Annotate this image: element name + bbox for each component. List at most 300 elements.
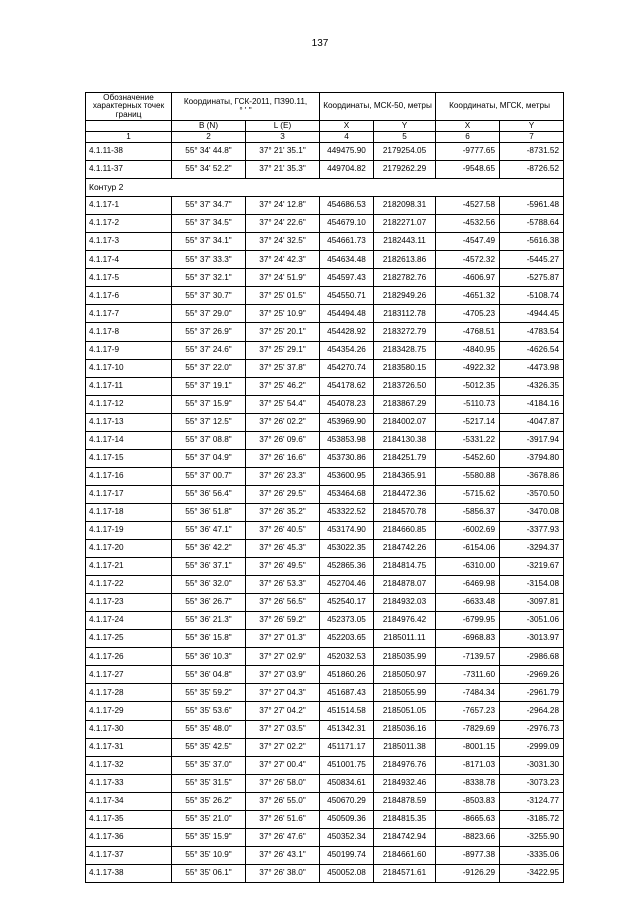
cell-my: 2185035.99 — [374, 648, 436, 666]
cell-b: 55° 35' 10.9" — [172, 846, 246, 864]
cell-gx: -6633.48 — [436, 594, 500, 612]
cell-gx: -7657.23 — [436, 702, 500, 720]
cell-l: 37° 24' 42.3" — [246, 251, 320, 269]
cell-my: 2184472.36 — [374, 485, 436, 503]
cell-mx: 451687.43 — [320, 684, 374, 702]
cell-pt: 4.1.17-2 — [86, 215, 172, 233]
cell-b: 55° 37' 08.8" — [172, 431, 246, 449]
table-row — [86, 521, 564, 539]
cell-gy: -5108.74 — [500, 287, 564, 305]
cell-l: 37° 21' 35.3" — [246, 161, 320, 179]
table-row — [86, 828, 564, 846]
cell-mx: 450670.29 — [320, 792, 374, 810]
cell-pt: 4.1.17-13 — [86, 413, 172, 431]
cell-l: 37° 26' 09.6" — [246, 431, 320, 449]
cell-gy: -8731.52 — [500, 143, 564, 161]
cell-gy: -5275.87 — [500, 269, 564, 287]
cell-mx: 454178.62 — [320, 377, 374, 395]
cell-mx: 451342.31 — [320, 720, 374, 738]
cell-b: 55° 36' 51.8" — [172, 503, 246, 521]
cell-gy: -8726.52 — [500, 161, 564, 179]
cell-l: 37° 25' 20.1" — [246, 323, 320, 341]
cell-l: 37° 26' 38.0" — [246, 864, 320, 882]
cell-gx: -8171.03 — [436, 756, 500, 774]
table-row — [86, 702, 564, 720]
table-row — [86, 864, 564, 882]
cell-mx: 452032.53 — [320, 648, 374, 666]
cell-pt: 4.1.17-24 — [86, 612, 172, 630]
cell-gx: -4840.95 — [436, 341, 500, 359]
cell-pt: 4.1.17-11 — [86, 377, 172, 395]
cell-gx: -4572.32 — [436, 251, 500, 269]
cell-my: 2184570.78 — [374, 503, 436, 521]
cell-l: 37° 24' 22.6" — [246, 215, 320, 233]
table-row — [86, 143, 564, 161]
cell-l: 37° 26' 53.3" — [246, 576, 320, 594]
cell-mx: 453730.86 — [320, 449, 374, 467]
cell-l: 37° 24' 51.9" — [246, 269, 320, 287]
cell-mx: 454494.48 — [320, 305, 374, 323]
cell-gy: -4326.35 — [500, 377, 564, 395]
cell-b: 55° 37' 19.1" — [172, 377, 246, 395]
cell-l: 37° 25' 54.4" — [246, 395, 320, 413]
cell-l: 37° 26' 29.5" — [246, 485, 320, 503]
cell-b: 55° 35' 59.2" — [172, 684, 246, 702]
cell-mx: 453322.52 — [320, 503, 374, 521]
cell-mx: 452865.36 — [320, 558, 374, 576]
cell-my: 2182098.31 — [374, 197, 436, 215]
table-row — [86, 161, 564, 179]
header-mgsk-coordinates: Координаты, МГСК, метры — [436, 93, 564, 121]
cell-b: 55° 37' 34.7" — [172, 197, 246, 215]
table-row — [86, 774, 564, 792]
section-row — [86, 179, 564, 197]
section-label: Контур 2 — [86, 179, 564, 197]
table-row — [86, 594, 564, 612]
table-row — [86, 810, 564, 828]
header-gsk-coordinates — [172, 93, 320, 121]
cell-gx: -8977.38 — [436, 846, 500, 864]
table-row — [86, 251, 564, 269]
header-l: L (E) — [246, 121, 320, 132]
cell-pt: 4.1.17-18 — [86, 503, 172, 521]
cell-pt: 4.1.17-16 — [86, 467, 172, 485]
header-msk-x: X — [320, 121, 374, 132]
cell-my: 2185011.11 — [374, 630, 436, 648]
cell-my: 2182949.26 — [374, 287, 436, 305]
cell-gx: -4547.49 — [436, 233, 500, 251]
cell-pt: 4.1.17-28 — [86, 684, 172, 702]
table-row — [86, 846, 564, 864]
cell-pt: 4.1.17-8 — [86, 323, 172, 341]
cell-my: 2184932.03 — [374, 594, 436, 612]
cell-l: 37° 26' 16.6" — [246, 449, 320, 467]
cell-gy: -2999.09 — [500, 738, 564, 756]
table-row — [86, 323, 564, 341]
cell-gy: -3794.80 — [500, 449, 564, 467]
cell-gy: -3255.90 — [500, 828, 564, 846]
cell-my: 2184976.76 — [374, 756, 436, 774]
cell-l: 37° 25' 46.2" — [246, 377, 320, 395]
cell-pt: 4.1.11-38 — [86, 143, 172, 161]
cell-pt: 4.1.17-21 — [86, 558, 172, 576]
cell-gx: -8001.15 — [436, 738, 500, 756]
cell-gy: -5616.38 — [500, 233, 564, 251]
table-row — [86, 485, 564, 503]
column-number: 4 — [320, 132, 374, 143]
table-row — [86, 738, 564, 756]
cell-mx: 454428.92 — [320, 323, 374, 341]
cell-pt: 4.1.17-29 — [86, 702, 172, 720]
cell-my: 2184130.38 — [374, 431, 436, 449]
cell-mx: 452704.46 — [320, 576, 374, 594]
cell-mx: 454270.74 — [320, 359, 374, 377]
cell-b: 55° 35' 31.5" — [172, 774, 246, 792]
cell-b: 55° 35' 21.0" — [172, 810, 246, 828]
cell-gx: -5331.22 — [436, 431, 500, 449]
cell-my: 2184742.26 — [374, 540, 436, 558]
cell-gy: -3570.50 — [500, 485, 564, 503]
cell-mx: 451001.75 — [320, 756, 374, 774]
cell-gy: -3377.93 — [500, 521, 564, 539]
cell-b: 55° 34' 44.8" — [172, 143, 246, 161]
cell-l: 37° 27' 02.2" — [246, 738, 320, 756]
cell-gx: -6310.00 — [436, 558, 500, 576]
cell-b: 55° 37' 26.9" — [172, 323, 246, 341]
cell-my: 2183580.15 — [374, 359, 436, 377]
cell-pt: 4.1.17-38 — [86, 864, 172, 882]
cell-gy: -3917.94 — [500, 431, 564, 449]
cell-gy: -2969.26 — [500, 666, 564, 684]
table-row — [86, 756, 564, 774]
cell-l: 37° 26' 58.0" — [246, 774, 320, 792]
cell-b: 55° 35' 48.0" — [172, 720, 246, 738]
cell-b: 55° 37' 22.0" — [172, 359, 246, 377]
cell-my: 2184878.59 — [374, 792, 436, 810]
cell-b: 55° 35' 53.6" — [172, 702, 246, 720]
cell-b: 55° 36' 42.2" — [172, 540, 246, 558]
cell-l: 37° 24' 12.8" — [246, 197, 320, 215]
table-row — [86, 576, 564, 594]
cell-gx: -7484.34 — [436, 684, 500, 702]
cell-b: 55° 36' 56.4" — [172, 485, 246, 503]
cell-b: 55° 37' 12.5" — [172, 413, 246, 431]
table-row — [86, 558, 564, 576]
table-row — [86, 648, 564, 666]
table-row — [86, 503, 564, 521]
cell-b: 55° 36' 26.7" — [172, 594, 246, 612]
cell-gy: -3335.06 — [500, 846, 564, 864]
cell-gy: -3185.72 — [500, 810, 564, 828]
cell-pt: 4.1.17-37 — [86, 846, 172, 864]
cell-gy: -3219.67 — [500, 558, 564, 576]
cell-pt: 4.1.17-31 — [86, 738, 172, 756]
cell-mx: 453174.90 — [320, 521, 374, 539]
cell-my: 2184815.35 — [374, 810, 436, 828]
cell-l: 37° 27' 01.3" — [246, 630, 320, 648]
cell-gx: -6154.06 — [436, 540, 500, 558]
cell-pt: 4.1.17-6 — [86, 287, 172, 305]
cell-pt: 4.1.17-25 — [86, 630, 172, 648]
cell-pt: 4.1.17-1 — [86, 197, 172, 215]
cell-gy: -4047.87 — [500, 413, 564, 431]
cell-my: 2184742.94 — [374, 828, 436, 846]
cell-gx: -6469.98 — [436, 576, 500, 594]
cell-l: 37° 25' 29.1" — [246, 341, 320, 359]
cell-l: 37° 26' 23.3" — [246, 467, 320, 485]
table-row — [86, 395, 564, 413]
cell-my: 2183726.50 — [374, 377, 436, 395]
column-number: 5 — [374, 132, 436, 143]
cell-b: 55° 35' 15.9" — [172, 828, 246, 846]
cell-mx: 453969.90 — [320, 413, 374, 431]
cell-pt: 4.1.17-10 — [86, 359, 172, 377]
cell-gx: -4922.32 — [436, 359, 500, 377]
cell-my: 2185036.16 — [374, 720, 436, 738]
cell-gx: -7139.57 — [436, 648, 500, 666]
cell-b: 55° 37' 24.6" — [172, 341, 246, 359]
cell-b: 55° 37' 34.5" — [172, 215, 246, 233]
column-number: 7 — [500, 132, 564, 143]
cell-gy: -3154.08 — [500, 576, 564, 594]
cell-pt: 4.1.17-35 — [86, 810, 172, 828]
table-row — [86, 233, 564, 251]
header-gsk-label: Координаты, ГСК-2011, ПЗ90.11, — [183, 96, 308, 106]
cell-gx: -5012.35 — [436, 377, 500, 395]
cell-gx: -5110.73 — [436, 395, 500, 413]
cell-pt: 4.1.17-14 — [86, 431, 172, 449]
cell-gx: -7311.60 — [436, 666, 500, 684]
cell-b: 55° 36' 04.8" — [172, 666, 246, 684]
table-row — [86, 720, 564, 738]
cell-my: 2183428.75 — [374, 341, 436, 359]
cell-mx: 450834.61 — [320, 774, 374, 792]
cell-mx: 454634.48 — [320, 251, 374, 269]
cell-mx: 453022.35 — [320, 540, 374, 558]
cell-mx: 454686.53 — [320, 197, 374, 215]
cell-l: 37° 26' 56.5" — [246, 594, 320, 612]
cell-mx: 452203.65 — [320, 630, 374, 648]
cell-gx: -5452.60 — [436, 449, 500, 467]
cell-pt: 4.1.17-9 — [86, 341, 172, 359]
cell-pt: 4.1.17-36 — [86, 828, 172, 846]
table-row — [86, 666, 564, 684]
cell-my: 2179262.29 — [374, 161, 436, 179]
table-row — [86, 431, 564, 449]
cell-pt: 4.1.17-34 — [86, 792, 172, 810]
cell-my: 2184571.61 — [374, 864, 436, 882]
cell-gy: -2986.68 — [500, 648, 564, 666]
cell-mx: 449704.82 — [320, 161, 374, 179]
cell-gx: -4527.58 — [436, 197, 500, 215]
cell-my: 2184932.46 — [374, 774, 436, 792]
cell-mx: 450352.34 — [320, 828, 374, 846]
cell-b: 55° 37' 34.1" — [172, 233, 246, 251]
column-number: 6 — [436, 132, 500, 143]
cell-l: 37° 26' 02.2" — [246, 413, 320, 431]
cell-gx: -6002.69 — [436, 521, 500, 539]
cell-b: 55° 37' 04.9" — [172, 449, 246, 467]
cell-b: 55° 36' 15.8" — [172, 630, 246, 648]
cell-l: 37° 26' 40.5" — [246, 521, 320, 539]
table-row — [86, 359, 564, 377]
cell-mx: 451860.26 — [320, 666, 374, 684]
cell-gy: -3073.23 — [500, 774, 564, 792]
cell-my: 2183867.29 — [374, 395, 436, 413]
cell-mx: 452373.05 — [320, 612, 374, 630]
table-body — [86, 143, 564, 883]
cell-gx: -7829.69 — [436, 720, 500, 738]
table-row — [86, 215, 564, 233]
cell-my: 2184365.91 — [374, 467, 436, 485]
cell-b: 55° 37' 29.0" — [172, 305, 246, 323]
cell-gy: -4626.54 — [500, 341, 564, 359]
cell-pt: 4.1.17-22 — [86, 576, 172, 594]
header-msk-coordinates: Координаты, МСК-50, метры — [320, 93, 436, 121]
cell-l: 37° 26' 43.1" — [246, 846, 320, 864]
cell-my: 2185050.97 — [374, 666, 436, 684]
cell-l: 37° 27' 00.4" — [246, 756, 320, 774]
cell-gx: -8665.63 — [436, 810, 500, 828]
table-row — [86, 684, 564, 702]
cell-l: 37° 27' 03.9" — [246, 666, 320, 684]
cell-gx: -9548.65 — [436, 161, 500, 179]
cell-gy: -3124.77 — [500, 792, 564, 810]
header-mgsk-x: X — [436, 121, 500, 132]
cell-my: 2184251.79 — [374, 449, 436, 467]
cell-gx: -5856.37 — [436, 503, 500, 521]
cell-gy: -3470.08 — [500, 503, 564, 521]
cell-l: 37° 25' 37.8" — [246, 359, 320, 377]
cell-pt: 4.1.17-4 — [86, 251, 172, 269]
cell-gx: -5715.62 — [436, 485, 500, 503]
cell-gx: -4705.23 — [436, 305, 500, 323]
cell-pt: 4.1.17-23 — [86, 594, 172, 612]
cell-gy: -2961.79 — [500, 684, 564, 702]
cell-pt: 4.1.17-30 — [86, 720, 172, 738]
cell-mx: 450199.74 — [320, 846, 374, 864]
cell-l: 37° 26' 55.0" — [246, 792, 320, 810]
cell-mx: 452540.17 — [320, 594, 374, 612]
cell-gy: -2964.28 — [500, 702, 564, 720]
cell-gy: -3013.97 — [500, 630, 564, 648]
cell-gy: -3294.37 — [500, 540, 564, 558]
cell-l: 37° 27' 04.3" — [246, 684, 320, 702]
cell-l: 37° 26' 59.2" — [246, 612, 320, 630]
cell-pt: 4.1.17-7 — [86, 305, 172, 323]
cell-gy: -3031.30 — [500, 756, 564, 774]
cell-gx: -6968.83 — [436, 630, 500, 648]
cell-pt: 4.1.17-26 — [86, 648, 172, 666]
cell-mx: 454550.71 — [320, 287, 374, 305]
cell-my: 2184002.07 — [374, 413, 436, 431]
cell-mx: 451514.58 — [320, 702, 374, 720]
cell-mx: 454078.23 — [320, 395, 374, 413]
cell-l: 37° 27' 02.9" — [246, 648, 320, 666]
table-row — [86, 377, 564, 395]
cell-l: 37° 26' 51.6" — [246, 810, 320, 828]
cell-b: 55° 37' 30.7" — [172, 287, 246, 305]
cell-gy: -5788.64 — [500, 215, 564, 233]
cell-b: 55° 37' 00.7" — [172, 467, 246, 485]
page-number: 137 — [311, 38, 329, 49]
table-row — [86, 630, 564, 648]
cell-b: 55° 34' 52.2" — [172, 161, 246, 179]
cell-pt: 4.1.11-37 — [86, 161, 172, 179]
cell-gx: -5580.88 — [436, 467, 500, 485]
cell-b: 55° 37' 33.3" — [172, 251, 246, 269]
cell-l: 37° 25' 01.5" — [246, 287, 320, 305]
cell-my: 2185055.99 — [374, 684, 436, 702]
coordinates-table — [85, 92, 564, 883]
cell-mx: 453600.95 — [320, 467, 374, 485]
cell-my: 2183112.78 — [374, 305, 436, 323]
cell-my: 2182782.76 — [374, 269, 436, 287]
cell-b: 55° 37' 15.9" — [172, 395, 246, 413]
cell-gy: -5445.27 — [500, 251, 564, 269]
cell-l: 37° 24' 32.5" — [246, 233, 320, 251]
cell-mx: 450509.36 — [320, 810, 374, 828]
cell-mx: 449475.90 — [320, 143, 374, 161]
cell-l: 37° 25' 10.9" — [246, 305, 320, 323]
column-number: 1 — [86, 132, 172, 143]
cell-gx: -5217.14 — [436, 413, 500, 431]
header-point-designation: Обозначение характерных точек границ — [86, 93, 172, 121]
table-row — [86, 305, 564, 323]
cell-l: 37° 26' 45.3" — [246, 540, 320, 558]
cell-my: 2183272.79 — [374, 323, 436, 341]
cell-pt: 4.1.17-12 — [86, 395, 172, 413]
table-row — [86, 612, 564, 630]
header-empty-cell — [86, 121, 172, 132]
cell-gx: -8338.78 — [436, 774, 500, 792]
cell-b: 55° 35' 42.5" — [172, 738, 246, 756]
table-row — [86, 341, 564, 359]
cell-pt: 4.1.17-33 — [86, 774, 172, 792]
cell-my: 2184878.07 — [374, 576, 436, 594]
cell-gy: -3051.06 — [500, 612, 564, 630]
table-row — [86, 540, 564, 558]
header-mgsk-y: Y — [500, 121, 564, 132]
cell-gy: -3097.81 — [500, 594, 564, 612]
cell-gy: -5961.48 — [500, 197, 564, 215]
cell-b: 55° 35' 37.0" — [172, 756, 246, 774]
cell-b: 55° 36' 37.1" — [172, 558, 246, 576]
cell-l: 37° 27' 04.2" — [246, 702, 320, 720]
cell-pt: 4.1.17-27 — [86, 666, 172, 684]
cell-l: 37° 27' 03.5" — [246, 720, 320, 738]
header-msk-y: Y — [374, 121, 436, 132]
cell-pt: 4.1.17-3 — [86, 233, 172, 251]
cell-gy: -4944.45 — [500, 305, 564, 323]
column-number: 2 — [172, 132, 246, 143]
cell-pt: 4.1.17-5 — [86, 269, 172, 287]
cell-gy: -4783.54 — [500, 323, 564, 341]
table-row — [86, 413, 564, 431]
cell-mx: 453464.68 — [320, 485, 374, 503]
cell-b: 55° 37' 32.1" — [172, 269, 246, 287]
cell-pt: 4.1.17-17 — [86, 485, 172, 503]
table-row — [86, 449, 564, 467]
cell-my: 2184814.75 — [374, 558, 436, 576]
cell-gx: -4532.56 — [436, 215, 500, 233]
cell-gx: -8503.83 — [436, 792, 500, 810]
cell-gy: -2976.73 — [500, 720, 564, 738]
header-b: B (N) — [172, 121, 246, 132]
cell-gx: -8823.66 — [436, 828, 500, 846]
cell-mx: 453853.98 — [320, 431, 374, 449]
cell-pt: 4.1.17-15 — [86, 449, 172, 467]
